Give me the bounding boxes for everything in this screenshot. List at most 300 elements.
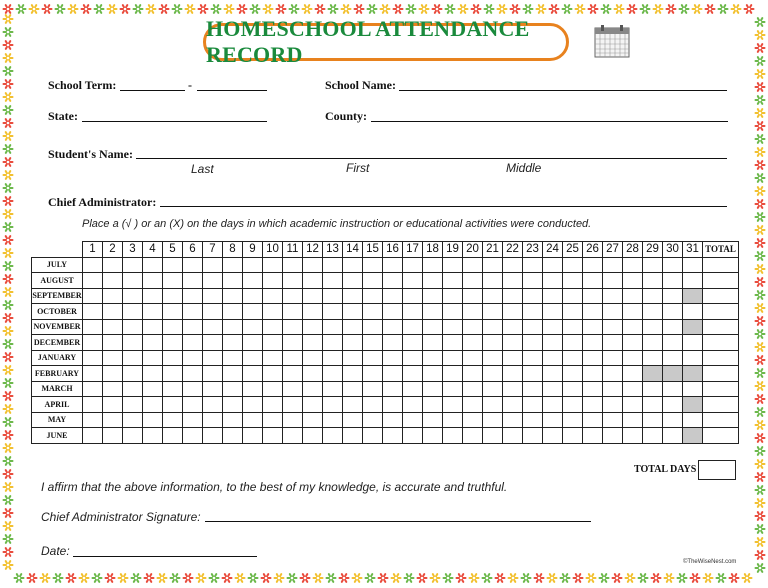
student-name-field[interactable] <box>136 158 727 159</box>
day-cell[interactable] <box>623 335 643 351</box>
day-cell[interactable] <box>523 319 543 335</box>
day-cell[interactable] <box>363 319 383 335</box>
day-cell[interactable] <box>643 335 663 351</box>
day-cell[interactable] <box>183 335 203 351</box>
day-cell[interactable] <box>563 319 583 335</box>
day-cell[interactable] <box>283 412 303 428</box>
day-cell[interactable] <box>243 397 263 413</box>
day-cell[interactable] <box>343 273 363 289</box>
day-cell[interactable] <box>503 381 523 397</box>
day-cell[interactable] <box>523 273 543 289</box>
day-cell[interactable] <box>663 319 683 335</box>
day-cell[interactable] <box>403 273 423 289</box>
day-cell[interactable] <box>163 397 183 413</box>
day-cell[interactable] <box>163 288 183 304</box>
day-cell[interactable] <box>483 288 503 304</box>
day-cell[interactable] <box>343 412 363 428</box>
day-cell[interactable] <box>423 304 443 320</box>
day-cell[interactable] <box>483 350 503 366</box>
day-cell[interactable] <box>643 257 663 273</box>
month-total-cell[interactable] <box>703 412 739 428</box>
day-cell[interactable] <box>643 304 663 320</box>
day-cell[interactable] <box>363 350 383 366</box>
day-cell[interactable] <box>163 381 183 397</box>
day-cell[interactable] <box>343 397 363 413</box>
day-cell[interactable] <box>663 350 683 366</box>
day-cell[interactable] <box>83 428 103 444</box>
day-cell[interactable] <box>243 335 263 351</box>
day-cell[interactable] <box>143 273 163 289</box>
day-cell[interactable] <box>383 335 403 351</box>
day-cell[interactable] <box>443 319 463 335</box>
day-cell[interactable] <box>563 412 583 428</box>
day-cell[interactable] <box>123 412 143 428</box>
day-cell[interactable] <box>543 319 563 335</box>
day-cell[interactable] <box>663 273 683 289</box>
day-cell[interactable] <box>123 381 143 397</box>
day-cell[interactable] <box>403 412 423 428</box>
day-cell[interactable] <box>483 257 503 273</box>
day-cell[interactable] <box>183 428 203 444</box>
day-cell[interactable] <box>383 319 403 335</box>
day-cell[interactable] <box>603 350 623 366</box>
day-cell[interactable] <box>483 397 503 413</box>
day-cell[interactable] <box>123 397 143 413</box>
day-cell[interactable] <box>583 335 603 351</box>
school-term-end-field[interactable] <box>197 90 267 91</box>
day-cell[interactable] <box>143 397 163 413</box>
day-cell[interactable] <box>303 350 323 366</box>
month-total-cell[interactable] <box>703 273 739 289</box>
day-cell[interactable] <box>483 412 503 428</box>
day-cell[interactable] <box>223 288 243 304</box>
day-cell[interactable] <box>123 304 143 320</box>
day-cell[interactable] <box>443 350 463 366</box>
day-cell[interactable] <box>683 350 703 366</box>
day-cell[interactable] <box>403 288 423 304</box>
month-total-cell[interactable] <box>703 319 739 335</box>
day-cell[interactable] <box>183 397 203 413</box>
day-cell[interactable] <box>323 397 343 413</box>
day-cell[interactable] <box>183 319 203 335</box>
day-cell[interactable] <box>183 350 203 366</box>
total-days-field[interactable] <box>698 460 736 480</box>
day-cell[interactable] <box>163 335 183 351</box>
day-cell[interactable] <box>663 257 683 273</box>
day-cell[interactable] <box>263 273 283 289</box>
day-cell[interactable] <box>503 273 523 289</box>
day-cell[interactable] <box>403 381 423 397</box>
day-cell[interactable] <box>383 304 403 320</box>
day-cell[interactable] <box>103 412 123 428</box>
day-cell[interactable] <box>643 319 663 335</box>
day-cell[interactable] <box>303 428 323 444</box>
day-cell[interactable] <box>103 288 123 304</box>
day-cell[interactable] <box>343 335 363 351</box>
day-cell[interactable] <box>123 428 143 444</box>
day-cell[interactable] <box>503 350 523 366</box>
day-cell[interactable] <box>443 381 463 397</box>
day-cell[interactable] <box>543 397 563 413</box>
day-cell[interactable] <box>603 288 623 304</box>
day-cell[interactable] <box>423 288 443 304</box>
day-cell[interactable] <box>323 335 343 351</box>
day-cell[interactable] <box>563 288 583 304</box>
day-cell[interactable] <box>583 288 603 304</box>
day-cell[interactable] <box>203 304 223 320</box>
day-cell[interactable] <box>323 412 343 428</box>
day-cell[interactable] <box>443 397 463 413</box>
day-cell[interactable] <box>563 397 583 413</box>
day-cell[interactable] <box>403 304 423 320</box>
day-cell[interactable] <box>483 366 503 382</box>
day-cell[interactable] <box>163 273 183 289</box>
day-cell[interactable] <box>383 381 403 397</box>
month-total-cell[interactable] <box>703 304 739 320</box>
day-cell[interactable] <box>683 335 703 351</box>
day-cell[interactable] <box>223 366 243 382</box>
day-cell[interactable] <box>143 319 163 335</box>
day-cell[interactable] <box>443 304 463 320</box>
day-cell[interactable] <box>543 381 563 397</box>
day-cell[interactable] <box>103 381 123 397</box>
chief-administrator-field[interactable] <box>160 206 727 207</box>
day-cell[interactable] <box>583 319 603 335</box>
day-cell[interactable] <box>123 257 143 273</box>
day-cell[interactable] <box>143 381 163 397</box>
day-cell[interactable] <box>603 304 623 320</box>
day-cell[interactable] <box>203 412 223 428</box>
day-cell[interactable] <box>243 366 263 382</box>
day-cell[interactable] <box>583 381 603 397</box>
day-cell[interactable] <box>303 273 323 289</box>
day-cell[interactable] <box>83 288 103 304</box>
day-cell[interactable] <box>443 257 463 273</box>
day-cell[interactable] <box>283 304 303 320</box>
day-cell[interactable] <box>563 381 583 397</box>
day-cell[interactable] <box>203 257 223 273</box>
day-cell[interactable] <box>183 412 203 428</box>
day-cell[interactable] <box>103 257 123 273</box>
state-field[interactable] <box>82 121 267 122</box>
day-cell[interactable] <box>463 257 483 273</box>
day-cell[interactable] <box>463 397 483 413</box>
day-cell[interactable] <box>523 428 543 444</box>
day-cell[interactable] <box>623 304 643 320</box>
day-cell[interactable] <box>143 304 163 320</box>
day-cell[interactable] <box>383 366 403 382</box>
day-cell[interactable] <box>623 397 643 413</box>
day-cell[interactable] <box>343 366 363 382</box>
day-cell[interactable] <box>223 397 243 413</box>
school-name-field[interactable] <box>399 90 727 91</box>
day-cell[interactable] <box>503 304 523 320</box>
day-cell[interactable] <box>283 366 303 382</box>
day-cell[interactable] <box>563 273 583 289</box>
day-cell[interactable] <box>163 304 183 320</box>
day-cell[interactable] <box>323 350 343 366</box>
day-cell[interactable] <box>283 288 303 304</box>
day-cell[interactable] <box>163 412 183 428</box>
day-cell[interactable] <box>83 257 103 273</box>
day-cell[interactable] <box>443 428 463 444</box>
day-cell[interactable] <box>543 412 563 428</box>
day-cell[interactable] <box>83 273 103 289</box>
day-cell[interactable] <box>263 288 283 304</box>
day-cell[interactable] <box>323 381 343 397</box>
day-cell[interactable] <box>223 381 243 397</box>
day-cell[interactable] <box>203 319 223 335</box>
day-cell[interactable] <box>283 319 303 335</box>
day-cell[interactable] <box>603 257 623 273</box>
day-cell[interactable] <box>683 273 703 289</box>
day-cell[interactable] <box>563 335 583 351</box>
day-cell[interactable] <box>203 381 223 397</box>
day-cell[interactable] <box>583 350 603 366</box>
day-cell[interactable] <box>483 319 503 335</box>
day-cell[interactable] <box>83 397 103 413</box>
day-cell[interactable] <box>303 335 323 351</box>
day-cell[interactable] <box>643 273 663 289</box>
day-cell[interactable] <box>363 288 383 304</box>
day-cell[interactable] <box>423 257 443 273</box>
day-cell[interactable] <box>123 288 143 304</box>
day-cell[interactable] <box>323 319 343 335</box>
day-cell[interactable] <box>583 397 603 413</box>
day-cell[interactable] <box>483 304 503 320</box>
day-cell[interactable] <box>223 412 243 428</box>
day-cell[interactable] <box>523 366 543 382</box>
day-cell[interactable] <box>103 428 123 444</box>
day-cell[interactable] <box>403 319 423 335</box>
day-cell[interactable] <box>363 304 383 320</box>
month-total-cell[interactable] <box>703 366 739 382</box>
day-cell[interactable] <box>583 304 603 320</box>
day-cell[interactable] <box>523 412 543 428</box>
signature-field[interactable] <box>205 521 591 522</box>
day-cell[interactable] <box>243 273 263 289</box>
day-cell[interactable] <box>603 428 623 444</box>
day-cell[interactable] <box>143 288 163 304</box>
day-cell[interactable] <box>323 304 343 320</box>
day-cell[interactable] <box>143 335 163 351</box>
day-cell[interactable] <box>143 412 163 428</box>
month-total-cell[interactable] <box>703 397 739 413</box>
day-cell[interactable] <box>543 335 563 351</box>
day-cell[interactable] <box>463 273 483 289</box>
day-cell[interactable] <box>663 428 683 444</box>
day-cell[interactable] <box>283 257 303 273</box>
day-cell[interactable] <box>123 273 143 289</box>
day-cell[interactable] <box>343 257 363 273</box>
day-cell[interactable] <box>103 350 123 366</box>
day-cell[interactable] <box>343 428 363 444</box>
day-cell[interactable] <box>103 397 123 413</box>
day-cell[interactable] <box>643 412 663 428</box>
day-cell[interactable] <box>383 412 403 428</box>
month-total-cell[interactable] <box>703 428 739 444</box>
day-cell[interactable] <box>263 304 283 320</box>
day-cell[interactable] <box>543 273 563 289</box>
day-cell[interactable] <box>263 412 283 428</box>
day-cell[interactable] <box>303 412 323 428</box>
day-cell[interactable] <box>183 304 203 320</box>
day-cell[interactable] <box>483 335 503 351</box>
day-cell[interactable] <box>523 397 543 413</box>
day-cell[interactable] <box>83 304 103 320</box>
day-cell[interactable] <box>263 381 283 397</box>
day-cell[interactable] <box>423 366 443 382</box>
day-cell[interactable] <box>123 319 143 335</box>
month-total-cell[interactable] <box>703 288 739 304</box>
day-cell[interactable] <box>83 366 103 382</box>
day-cell[interactable] <box>163 257 183 273</box>
day-cell[interactable] <box>503 335 523 351</box>
day-cell[interactable] <box>83 412 103 428</box>
day-cell[interactable] <box>483 381 503 397</box>
day-cell[interactable] <box>643 381 663 397</box>
day-cell[interactable] <box>683 381 703 397</box>
day-cell[interactable] <box>243 304 263 320</box>
day-cell[interactable] <box>623 257 643 273</box>
day-cell[interactable] <box>463 288 483 304</box>
day-cell[interactable] <box>383 288 403 304</box>
day-cell[interactable] <box>303 381 323 397</box>
day-cell[interactable] <box>403 257 423 273</box>
day-cell[interactable] <box>343 381 363 397</box>
day-cell[interactable] <box>603 381 623 397</box>
day-cell[interactable] <box>603 412 623 428</box>
day-cell[interactable] <box>623 273 643 289</box>
day-cell[interactable] <box>323 366 343 382</box>
day-cell[interactable] <box>283 350 303 366</box>
day-cell[interactable] <box>323 273 343 289</box>
day-cell[interactable] <box>123 366 143 382</box>
day-cell[interactable] <box>623 288 643 304</box>
day-cell[interactable] <box>663 304 683 320</box>
day-cell[interactable] <box>503 319 523 335</box>
day-cell[interactable] <box>623 366 643 382</box>
day-cell[interactable] <box>463 381 483 397</box>
day-cell[interactable] <box>343 319 363 335</box>
day-cell[interactable] <box>163 350 183 366</box>
day-cell[interactable] <box>463 350 483 366</box>
day-cell[interactable] <box>543 288 563 304</box>
day-cell[interactable] <box>103 273 123 289</box>
day-cell[interactable] <box>143 366 163 382</box>
day-cell[interactable] <box>623 381 643 397</box>
day-cell[interactable] <box>183 257 203 273</box>
day-cell[interactable] <box>83 335 103 351</box>
day-cell[interactable] <box>563 428 583 444</box>
day-cell[interactable] <box>583 366 603 382</box>
day-cell[interactable] <box>243 350 263 366</box>
day-cell[interactable] <box>223 350 243 366</box>
day-cell[interactable] <box>143 350 163 366</box>
day-cell[interactable] <box>203 288 223 304</box>
day-cell[interactable] <box>363 366 383 382</box>
day-cell[interactable] <box>583 273 603 289</box>
day-cell[interactable] <box>643 288 663 304</box>
day-cell[interactable] <box>223 304 243 320</box>
day-cell[interactable] <box>423 428 443 444</box>
day-cell[interactable] <box>343 350 363 366</box>
day-cell[interactable] <box>263 428 283 444</box>
day-cell[interactable] <box>443 366 463 382</box>
day-cell[interactable] <box>463 304 483 320</box>
day-cell[interactable] <box>503 412 523 428</box>
county-field[interactable] <box>371 121 728 122</box>
day-cell[interactable] <box>503 397 523 413</box>
day-cell[interactable] <box>443 335 463 351</box>
day-cell[interactable] <box>83 381 103 397</box>
day-cell[interactable] <box>203 273 223 289</box>
day-cell[interactable] <box>423 335 443 351</box>
day-cell[interactable] <box>583 412 603 428</box>
month-total-cell[interactable] <box>703 335 739 351</box>
day-cell[interactable] <box>263 366 283 382</box>
day-cell[interactable] <box>543 366 563 382</box>
day-cell[interactable] <box>443 273 463 289</box>
day-cell[interactable] <box>463 366 483 382</box>
day-cell[interactable] <box>623 428 643 444</box>
day-cell[interactable] <box>583 428 603 444</box>
day-cell[interactable] <box>103 319 123 335</box>
day-cell[interactable] <box>503 366 523 382</box>
day-cell[interactable] <box>603 273 623 289</box>
day-cell[interactable] <box>283 397 303 413</box>
day-cell[interactable] <box>303 257 323 273</box>
day-cell[interactable] <box>623 350 643 366</box>
day-cell[interactable] <box>283 335 303 351</box>
day-cell[interactable] <box>303 397 323 413</box>
day-cell[interactable] <box>263 319 283 335</box>
day-cell[interactable] <box>403 366 423 382</box>
day-cell[interactable] <box>303 319 323 335</box>
day-cell[interactable] <box>183 366 203 382</box>
day-cell[interactable] <box>403 397 423 413</box>
day-cell[interactable] <box>223 273 243 289</box>
day-cell[interactable] <box>123 350 143 366</box>
day-cell[interactable] <box>363 257 383 273</box>
day-cell[interactable] <box>643 428 663 444</box>
day-cell[interactable] <box>123 335 143 351</box>
day-cell[interactable] <box>363 335 383 351</box>
day-cell[interactable] <box>83 350 103 366</box>
day-cell[interactable] <box>283 381 303 397</box>
day-cell[interactable] <box>683 257 703 273</box>
day-cell[interactable] <box>423 273 443 289</box>
day-cell[interactable] <box>243 257 263 273</box>
day-cell[interactable] <box>663 335 683 351</box>
day-cell[interactable] <box>463 335 483 351</box>
day-cell[interactable] <box>363 428 383 444</box>
day-cell[interactable] <box>443 288 463 304</box>
day-cell[interactable] <box>523 304 543 320</box>
day-cell[interactable] <box>243 319 263 335</box>
day-cell[interactable] <box>163 366 183 382</box>
day-cell[interactable] <box>243 381 263 397</box>
day-cell[interactable] <box>543 257 563 273</box>
day-cell[interactable] <box>643 397 663 413</box>
day-cell[interactable] <box>423 412 443 428</box>
day-cell[interactable] <box>523 257 543 273</box>
day-cell[interactable] <box>423 397 443 413</box>
day-cell[interactable] <box>203 428 223 444</box>
day-cell[interactable] <box>483 428 503 444</box>
day-cell[interactable] <box>523 350 543 366</box>
day-cell[interactable] <box>103 304 123 320</box>
